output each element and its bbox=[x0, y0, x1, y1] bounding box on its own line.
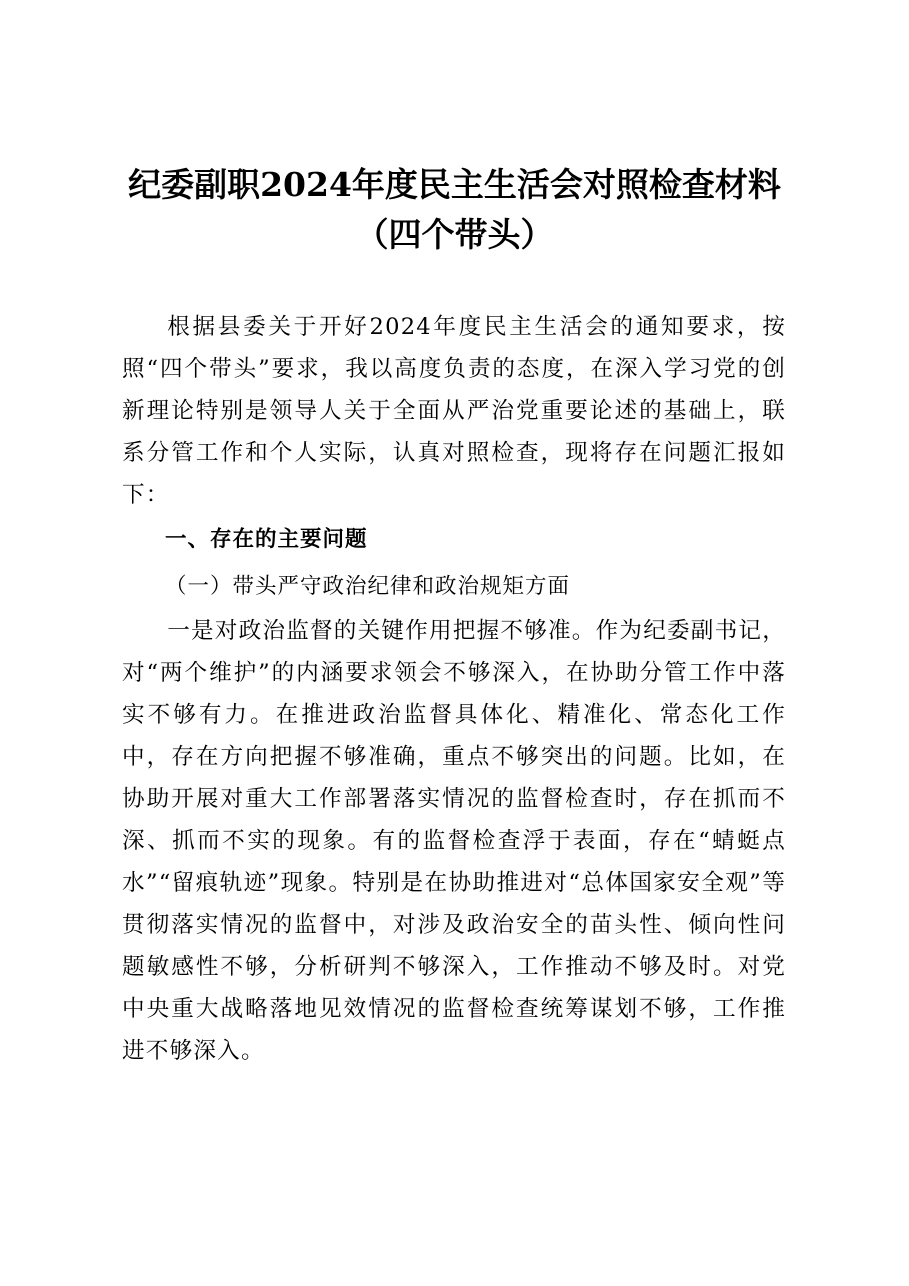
section-heading-main-problems: 一、存在的主要问题 bbox=[165, 527, 368, 552]
subsection-heading-political-discipline: （一）带头严守政治纪律和政治规矩方面 bbox=[165, 574, 571, 599]
document-title bbox=[0, 160, 909, 260]
document-body bbox=[122, 306, 786, 1072]
intro-paragraph: 根据县委关于开好2024年度民主生活会的通知要求，按照“四个带头”要求，我以高度负责的态度，在深入学习党的创新理论特别是领导人关于全面从严治党重要论述的基础上，联系分管工作和个人实际，认真对照检查，现将存在问题汇报如下： bbox=[122, 314, 786, 508]
subsection-paragraph-political-supervision: 一是对政治监督的关键作用把握不够准。作为纪委副书记，对“两个维护”的内涵要求领会不够深入，在协助分管工作中落实不够有力。在推进政治监督具体化、精准化、常态化工作中，存在方向把握不够准确，重点不够突出的问题。比如，在协助开展对重大工作部署落实情况的监督检查时，存在抓而不深、抓而不实的现象。有的监督检查浮于表面，存在“蜻蜓点水”“留痕轨迹”现象。特别是在协助推进对“总体国家安全观”等贯彻落实情况的监督中，对涉及政治安全的苗头性、倾向性问题敏感性不够，分析研判不够深入，工作推动不够及时。对党中央重大战略落地见效情况的监督检查统筹谋划不够，工作推进不够深入。 bbox=[122, 618, 786, 1064]
title-line-subtitle: （四个带头） bbox=[355, 215, 554, 254]
title-line-main: 纪委副职2024年度民主生活会对照检查材料 bbox=[128, 165, 781, 204]
